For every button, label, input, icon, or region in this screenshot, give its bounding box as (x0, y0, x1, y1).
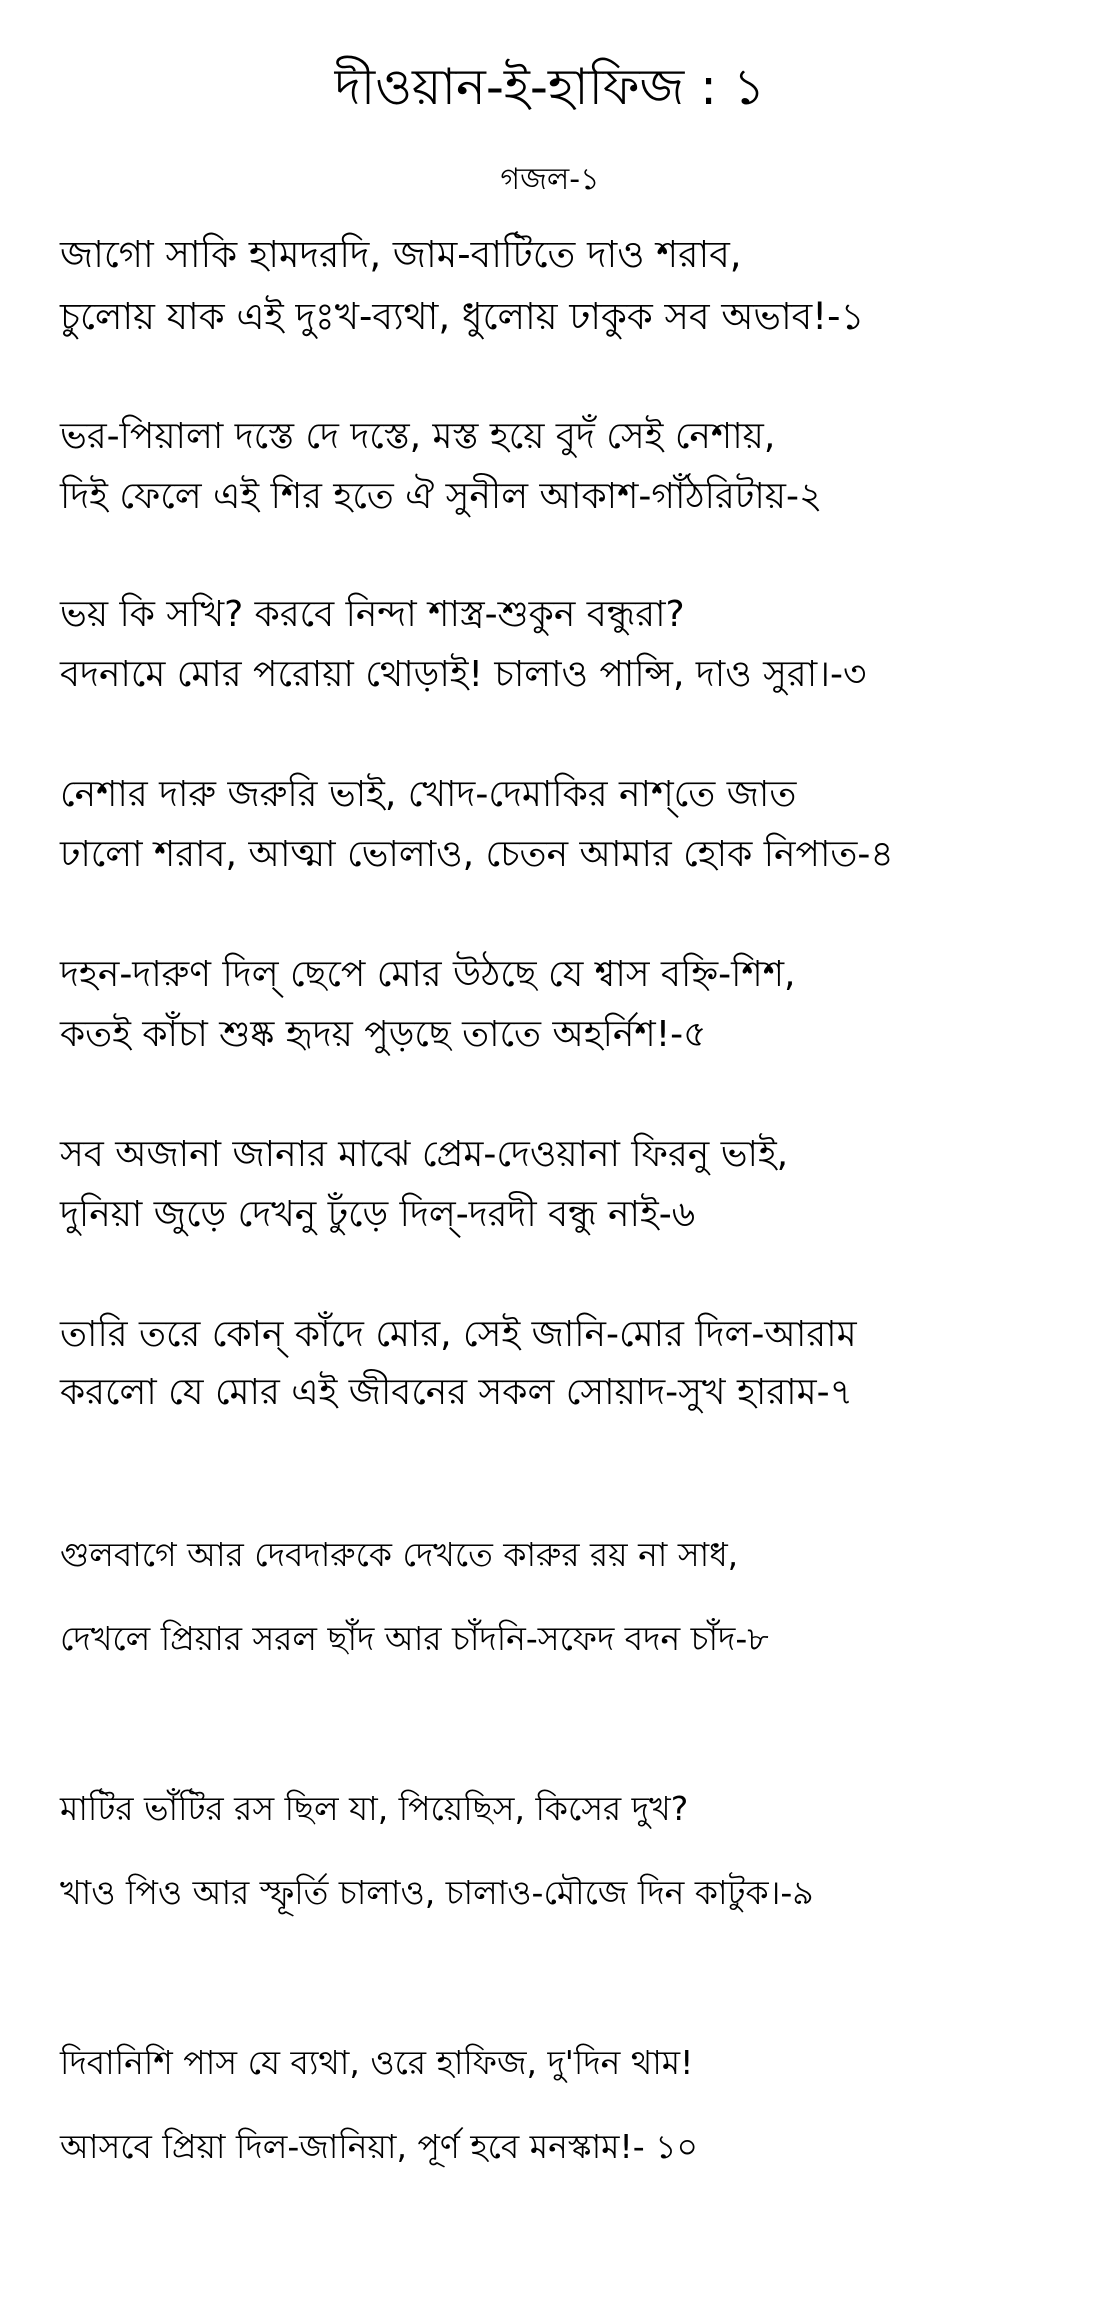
couplet-2-line-1: ভর-পিয়ালা দস্তে দে দস্তে, মস্ত হয়ে বুদঁ সেই নেশায়, (60, 416, 776, 457)
ghazal-subtitle: গজল-১ (500, 162, 600, 197)
couplet-6-line-1: সব অজানা জানার মাঝে প্রেম-দেওয়ানা ফিরনু ভাই, (60, 1134, 789, 1175)
couplet-1-line-1: জাগো সাকি হামদরদি, জাম-বাটিতে দাও শরাব, (60, 233, 742, 276)
page-title: দীওয়ান-ই-হাফিজ : ১ (334, 58, 766, 116)
couplet-7-line-1: তারি তরে কোন্ কাঁদে মোর, সেই জানি-মোর দিল-আরাম (60, 1314, 857, 1355)
couplet-9-line-2: খাও পিও আর স্ফূর্তি চালাও, চালাও-মৌজে দিন কাটুক।-৯ (60, 1873, 814, 1912)
couplet-8-line-2: দেখলে প্রিয়ার সরল ছাঁদ আর চাঁদনি-সফেদ বদন চাঁদ-৮ (60, 1619, 769, 1658)
couplet-5-line-1: দহন-দারুণ দিল্ ছেপে মোর উঠছে যে শ্বাস বহ্নি-শিশ, (60, 954, 796, 995)
couplet-7-line-2: করলো যে মোর এই জীবনের সকল সোয়াদ-সুখ হারাম-৭ (60, 1372, 853, 1413)
couplet-9-line-1: মাটির ভাঁটির রস ছিল যা, পিয়েছিস, কিসের দুখ? (60, 1789, 689, 1828)
couplet-8-line-1: গুলবাগে আর দেবদারুকে দেখতে কারুর রয় না সাধ, (60, 1535, 739, 1574)
couplet-3-line-2: বদনামে মোর পরোয়া থোড়াই! চালাও পান্সি, দাও সুরা।-৩ (60, 654, 867, 695)
couplet-1-line-2: চুলোয় যাক এই দুঃখ-ব্যথা, ধুলোয় ঢাকুক সব অভাব!-১ (60, 295, 865, 338)
couplet-4-line-1: নেশার দারু জরুরি ভাই, খোদ-দেমাকির নাশ্‌তে জাত (60, 774, 797, 815)
couplet-5-line-2: কতই কাঁচা শুষ্ক হৃদয় পুড়ছে তাতে অহর্নিশ!-৫ (60, 1014, 707, 1055)
couplet-2-line-2: দিই ফেলে এই শির হতে ঐ সুনীল আকাশ-গাঁঠরিটায়-২ (60, 476, 823, 517)
couplet-6-line-2: দুনিয়া জুড়ে দেখনু ঢুঁড়ে দিল্-দরদী বন্ধু নাই-৬ (60, 1194, 696, 1235)
couplet-4-line-2: ঢালো শরাব, আত্মা ভোলাও, চেতন আমার হোক নিপাত-৪ (60, 834, 894, 875)
couplet-10-line-2: আসবে প্রিয়া দিল-জানিয়া, পূর্ণ হবে মনস্কাম!- ১০ (60, 2127, 698, 2166)
couplet-3-line-1: ভয় কি সখি? করবে নিন্দা শাস্ত্র-শুকুন বন্ধুরা? (60, 594, 685, 635)
couplet-10-line-1: দিবানিশি পাস যে ব্যথা, ওরে হাফিজ, দু'দিন থাম! (60, 2043, 694, 2082)
